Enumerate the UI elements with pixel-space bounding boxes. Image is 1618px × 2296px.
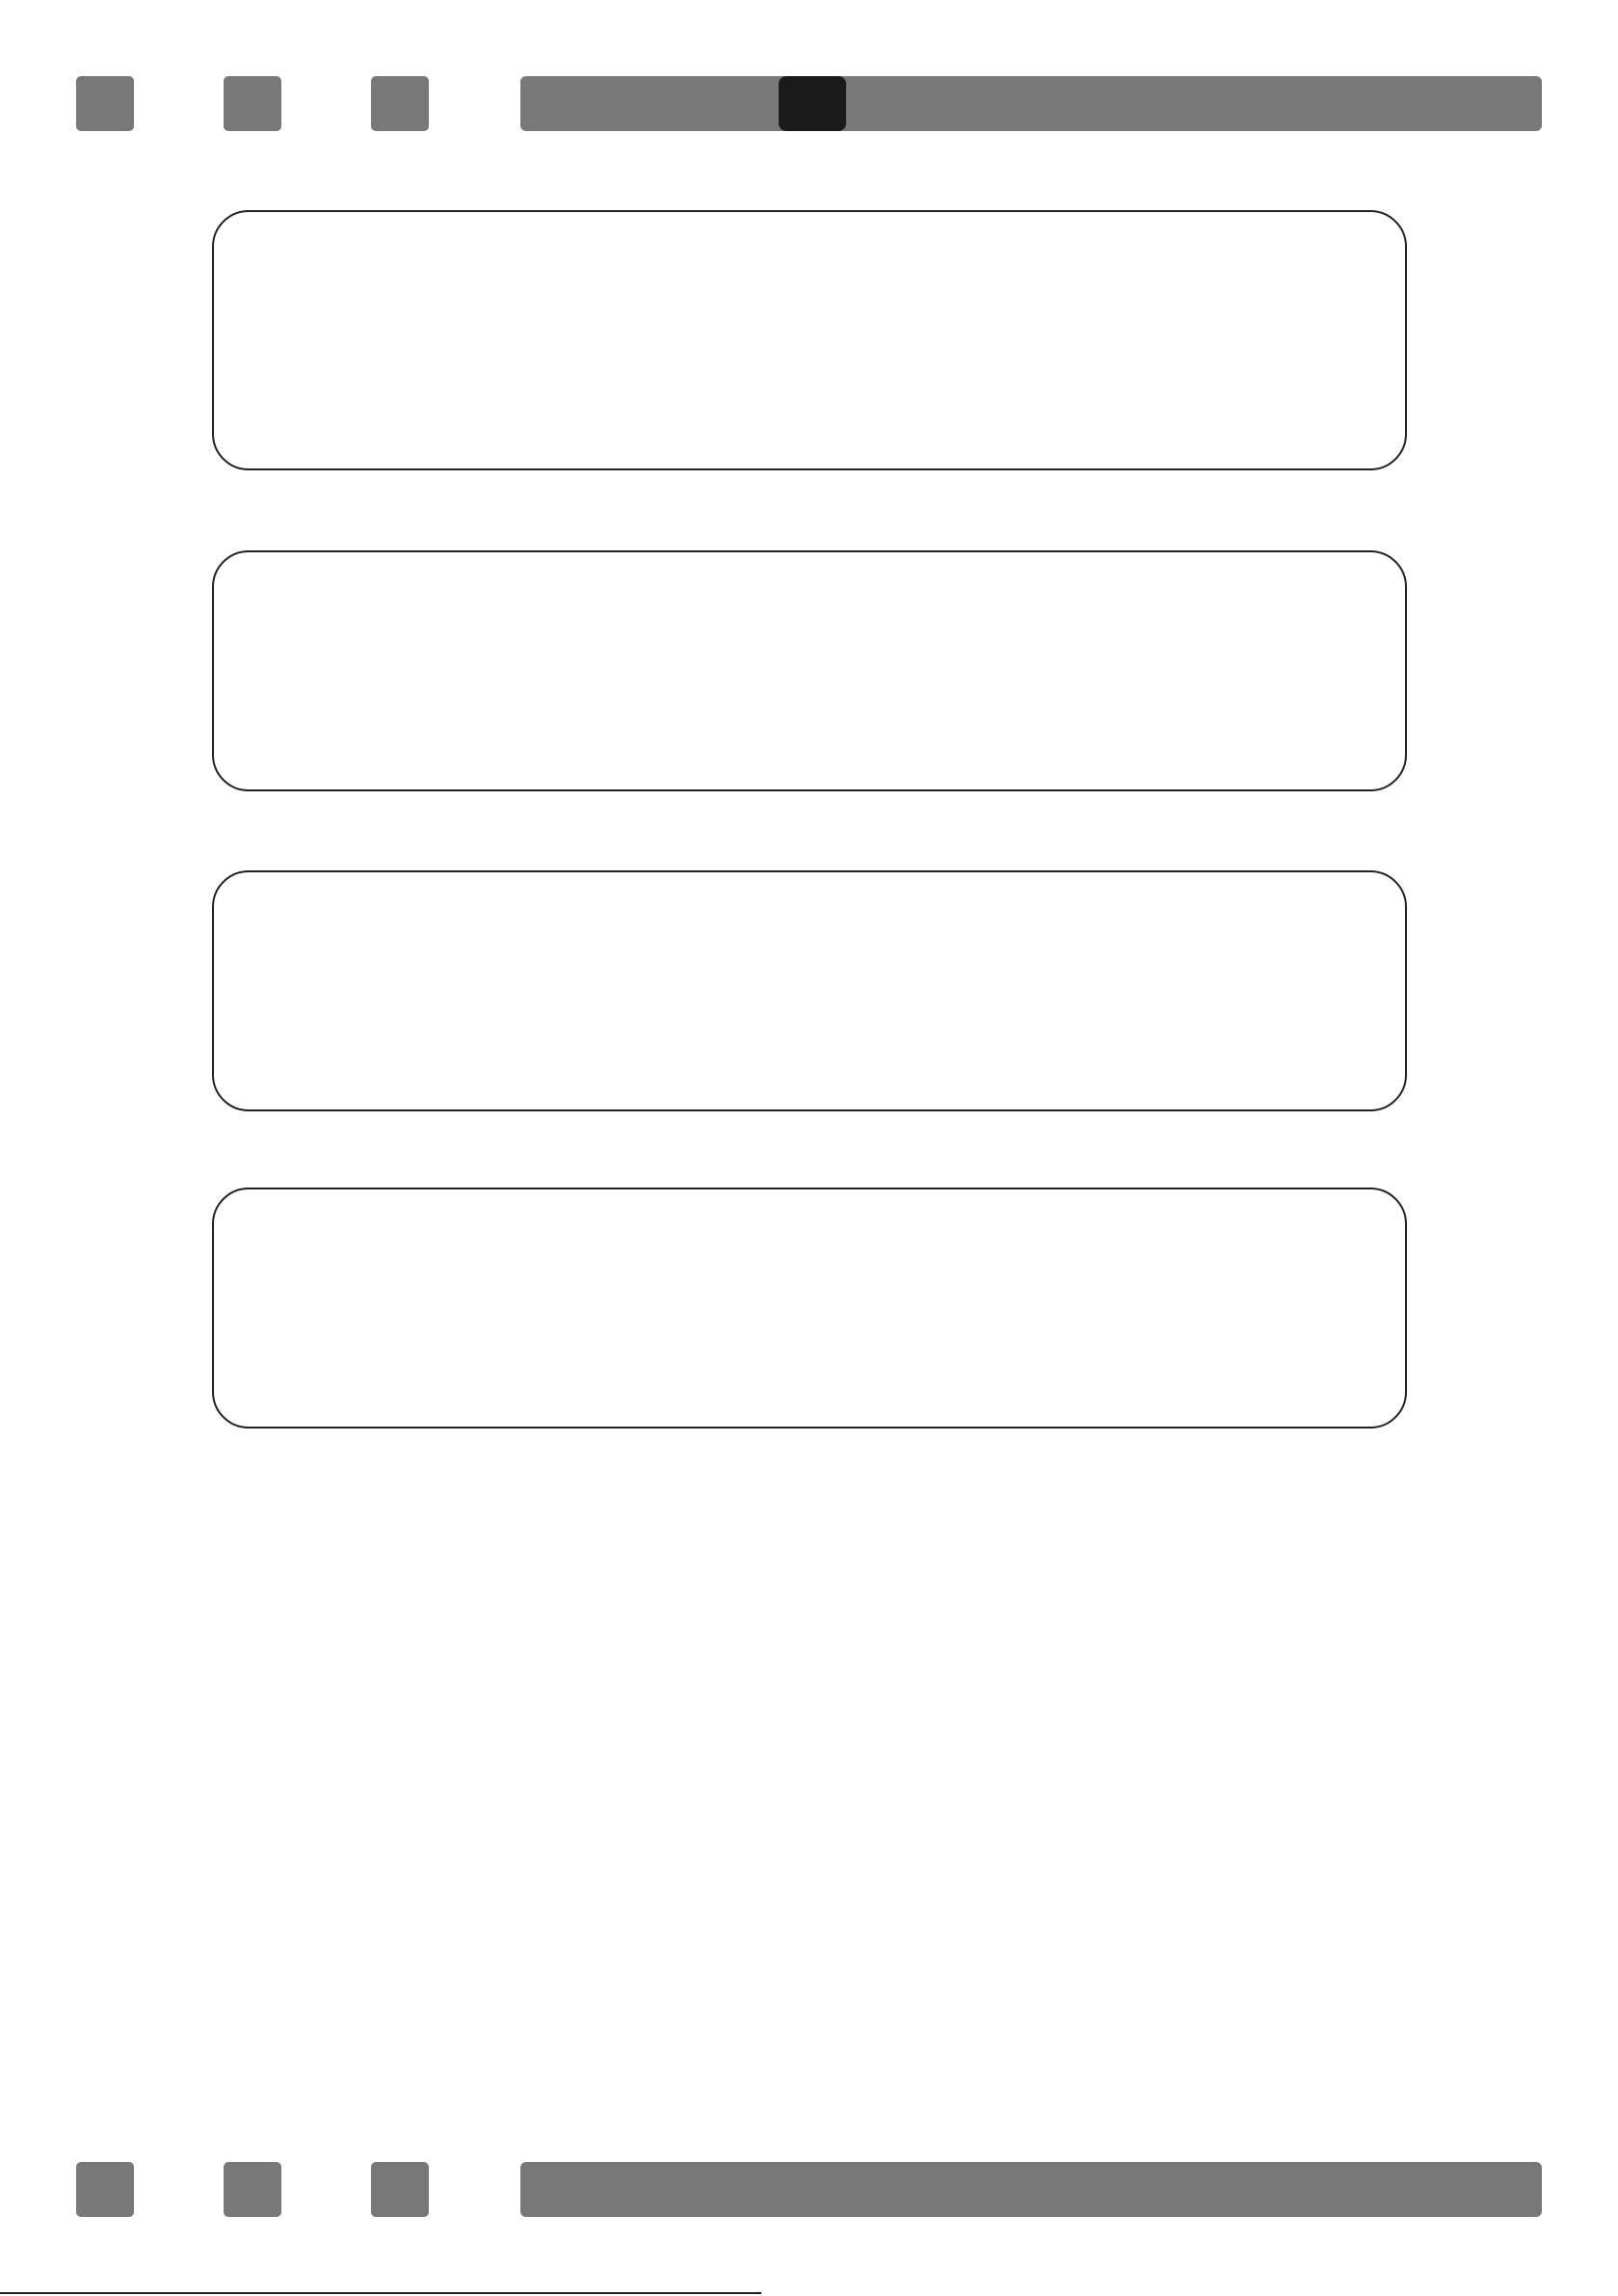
footer-square-1 [76, 2162, 134, 2217]
footer-square-3 [371, 2162, 429, 2217]
footer-rule [0, 2292, 761, 2294]
footer-square-2 [224, 2162, 281, 2217]
footer-bar [520, 2162, 1542, 2217]
